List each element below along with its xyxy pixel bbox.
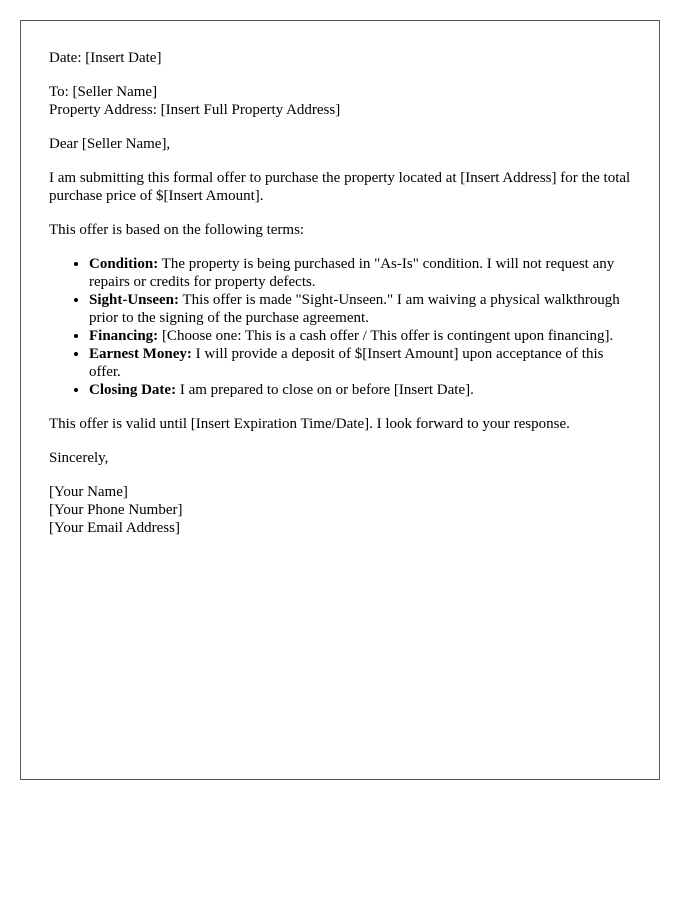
- recipient-block: [49, 83, 631, 119]
- terms-intro: This offer is based on the following terms:: [49, 222, 305, 238]
- term-text: I am prepared to close on or before [Insert Date].: [176, 382, 474, 398]
- term-sight-unseen: [89, 291, 631, 327]
- recipient-line: To: [Seller Name]: [49, 84, 158, 100]
- offer-letter: [20, 20, 660, 780]
- term-label: Earnest Money:: [89, 346, 192, 362]
- terms-list: [49, 255, 631, 399]
- term-label: Financing:: [89, 328, 159, 344]
- signature-phone: [Your Phone Number]: [49, 502, 183, 518]
- salutation: Dear [Seller Name],: [49, 136, 171, 152]
- validity-paragraph: This offer is valid until [Insert Expiration Time/Date]. I look forward to your response.: [49, 416, 570, 432]
- term-text: [Choose one: This is a cash offer / This offer is contingent upon financing].: [158, 328, 614, 344]
- term-label: Closing Date:: [89, 382, 177, 398]
- term-financing: [89, 327, 631, 345]
- property-address-line: Property Address: [Insert Full Property Address]: [49, 102, 341, 118]
- closing: Sincerely,: [49, 450, 109, 466]
- term-earnest-money: [89, 345, 631, 381]
- term-label: Sight-Unseen:: [89, 292, 180, 308]
- signature-email: [Your Email Address]: [49, 520, 180, 536]
- term-text: The property is being purchased in "As-Is" condition. I will not request any repairs or credits for property defects.: [89, 256, 615, 290]
- term-closing-date: [89, 381, 631, 399]
- date-line: Date: [Insert Date]: [49, 50, 162, 66]
- term-label: Condition:: [89, 256, 159, 272]
- term-text: I will provide a deposit of $[Insert Amount] upon acceptance of this offer.: [89, 346, 604, 380]
- signature-name: [Your Name]: [49, 484, 128, 500]
- term-text: This offer is made "Sight-Unseen." I am waiving a physical walkthrough prior to the signing of the purchase agreement.: [89, 292, 620, 326]
- term-condition: [89, 255, 631, 291]
- intro-paragraph: I am submitting this formal offer to purchase the property located at [Insert Address] for the total purchase price of $[Insert Amount].: [49, 170, 631, 204]
- signature-block: [49, 483, 631, 537]
